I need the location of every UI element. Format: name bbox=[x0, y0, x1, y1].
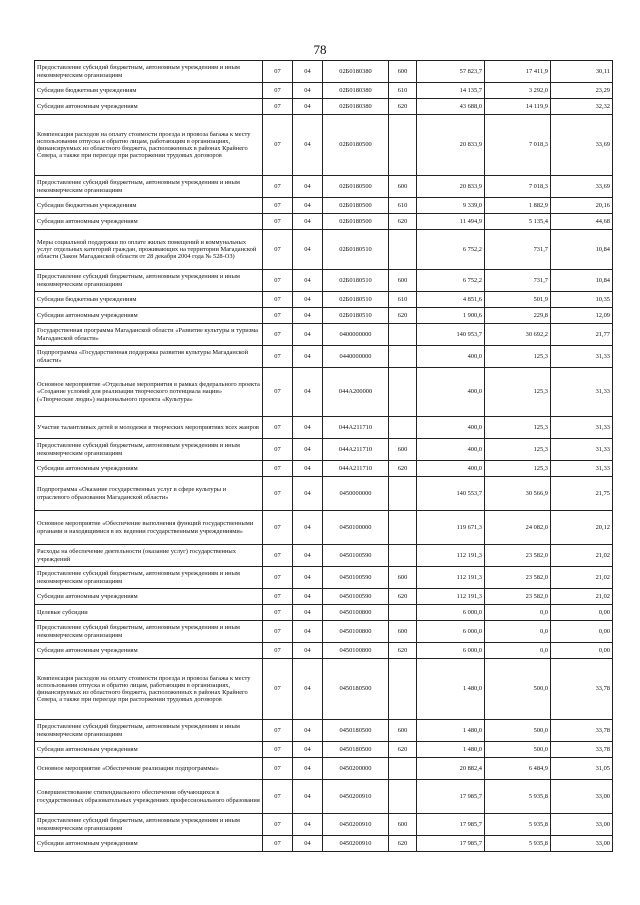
row-planned-amount: 20 833,9 bbox=[417, 176, 485, 198]
row-executed-amount: 24 082,0 bbox=[485, 511, 551, 545]
row-subsection: 04 bbox=[293, 439, 323, 461]
row-section: 07 bbox=[263, 368, 293, 417]
row-planned-amount: 400,0 bbox=[417, 346, 485, 368]
row-planned-amount: 400,0 bbox=[417, 461, 485, 477]
row-planned-amount: 6 000,0 bbox=[417, 605, 485, 621]
row-execution-percent: 21,02 bbox=[551, 567, 613, 589]
table-row bbox=[35, 346, 613, 368]
row-subsection: 04 bbox=[293, 176, 323, 198]
row-expense-type bbox=[389, 346, 417, 368]
row-execution-percent: 31,33 bbox=[551, 417, 613, 439]
table-row bbox=[35, 61, 613, 83]
row-target-article: 0450180500 bbox=[323, 742, 389, 758]
row-name: Субсидии автономным учреждениям bbox=[35, 308, 263, 324]
row-executed-amount: 5 135,4 bbox=[485, 214, 551, 230]
row-section: 07 bbox=[263, 545, 293, 567]
row-executed-amount: 125,3 bbox=[485, 417, 551, 439]
row-name: Предоставление субсидий бюджетным, автономным учреждениям и иным некоммерческим организациям bbox=[35, 439, 263, 461]
row-expense-type: 610 bbox=[389, 83, 417, 99]
row-subsection: 04 bbox=[293, 621, 323, 643]
row-section: 07 bbox=[263, 346, 293, 368]
row-executed-amount: 125,3 bbox=[485, 461, 551, 477]
table-row bbox=[35, 324, 613, 346]
row-execution-percent: 0,00 bbox=[551, 621, 613, 643]
row-execution-percent: 20,16 bbox=[551, 198, 613, 214]
row-target-article: 0450200910 bbox=[323, 814, 389, 836]
row-expense-type bbox=[389, 780, 417, 814]
row-execution-percent: 33,69 bbox=[551, 115, 613, 176]
table-row bbox=[35, 814, 613, 836]
row-name: Основное мероприятие «Обеспечение реализации подпрограммы» bbox=[35, 758, 263, 780]
row-expense-type: 600 bbox=[389, 176, 417, 198]
row-name: Целевые субсидии bbox=[35, 605, 263, 621]
row-section: 07 bbox=[263, 659, 293, 720]
row-executed-amount: 0,0 bbox=[485, 643, 551, 659]
row-subsection: 04 bbox=[293, 720, 323, 742]
row-executed-amount: 731,7 bbox=[485, 230, 551, 270]
row-subsection: 04 bbox=[293, 61, 323, 83]
row-subsection: 04 bbox=[293, 589, 323, 605]
row-name: Основное мероприятие «Отдельные мероприятия в рамках федерального проекта «Создание условий для реализации творческого потенциала нации» («Творческие люди») национального проекта «Культура» bbox=[35, 368, 263, 417]
row-target-article: 0400000000 bbox=[323, 324, 389, 346]
row-expense-type: 600 bbox=[389, 567, 417, 589]
row-executed-amount: 23 582,0 bbox=[485, 545, 551, 567]
row-planned-amount: 17 985,7 bbox=[417, 836, 485, 852]
row-subsection: 04 bbox=[293, 230, 323, 270]
row-expense-type: 620 bbox=[389, 742, 417, 758]
row-section: 07 bbox=[263, 511, 293, 545]
row-executed-amount: 5 935,8 bbox=[485, 836, 551, 852]
row-section: 07 bbox=[263, 605, 293, 621]
row-name: Субсидии автономным учреждениям bbox=[35, 643, 263, 659]
row-expense-type: 600 bbox=[389, 270, 417, 292]
row-name: Субсидии автономным учреждениям bbox=[35, 99, 263, 115]
row-executed-amount: 501,9 bbox=[485, 292, 551, 308]
table-row bbox=[35, 659, 613, 720]
row-subsection: 04 bbox=[293, 758, 323, 780]
row-expense-type bbox=[389, 115, 417, 176]
row-executed-amount: 500,0 bbox=[485, 720, 551, 742]
row-execution-percent: 31,05 bbox=[551, 758, 613, 780]
row-subsection: 04 bbox=[293, 324, 323, 346]
row-section: 07 bbox=[263, 758, 293, 780]
row-section: 07 bbox=[263, 417, 293, 439]
row-expense-type bbox=[389, 324, 417, 346]
row-section: 07 bbox=[263, 836, 293, 852]
row-target-article: 0450000000 bbox=[323, 477, 389, 511]
row-expense-type bbox=[389, 368, 417, 417]
row-subsection: 04 bbox=[293, 477, 323, 511]
row-name: Предоставление субсидий бюджетным, автономным учреждениям и иным некоммерческим организациям bbox=[35, 176, 263, 198]
row-planned-amount: 400,0 bbox=[417, 417, 485, 439]
row-name: Основное мероприятие «Обеспечение выполнения функций государственными органами и находящимися в их ведении государственными учреждениями» bbox=[35, 511, 263, 545]
row-expense-type bbox=[389, 659, 417, 720]
row-planned-amount: 57 823,7 bbox=[417, 61, 485, 83]
row-target-article: 02Б0180510 bbox=[323, 292, 389, 308]
row-subsection: 04 bbox=[293, 742, 323, 758]
row-target-article: 0450100800 bbox=[323, 643, 389, 659]
row-target-article: 0450180500 bbox=[323, 720, 389, 742]
table-row bbox=[35, 417, 613, 439]
row-subsection: 04 bbox=[293, 368, 323, 417]
row-name: Подпрограмма «Оказание государственных услуг в сфере культуры и отраслевого образования Магаданской области» bbox=[35, 477, 263, 511]
row-name: Субсидии автономным учреждениям bbox=[35, 461, 263, 477]
row-executed-amount: 7 018,3 bbox=[485, 176, 551, 198]
row-execution-percent: 33,00 bbox=[551, 780, 613, 814]
table-row bbox=[35, 836, 613, 852]
row-execution-percent: 30,11 bbox=[551, 61, 613, 83]
row-execution-percent: 10,35 bbox=[551, 292, 613, 308]
row-section: 07 bbox=[263, 61, 293, 83]
row-name: Субсидии бюджетным учреждениям bbox=[35, 292, 263, 308]
row-subsection: 04 bbox=[293, 780, 323, 814]
row-section: 07 bbox=[263, 214, 293, 230]
row-planned-amount: 1 480,0 bbox=[417, 720, 485, 742]
row-section: 07 bbox=[263, 477, 293, 511]
row-executed-amount: 125,3 bbox=[485, 368, 551, 417]
row-execution-percent: 23,29 bbox=[551, 83, 613, 99]
row-expense-type bbox=[389, 417, 417, 439]
row-target-article: 0450200910 bbox=[323, 780, 389, 814]
row-executed-amount: 14 119,9 bbox=[485, 99, 551, 115]
table-row bbox=[35, 477, 613, 511]
row-execution-percent: 31,33 bbox=[551, 461, 613, 477]
row-subsection: 04 bbox=[293, 605, 323, 621]
row-target-article: 0450200910 bbox=[323, 836, 389, 852]
table-row bbox=[35, 461, 613, 477]
table-row bbox=[35, 214, 613, 230]
row-name: Предоставление субсидий бюджетным, автономным учреждениям и иным некоммерческим организациям bbox=[35, 567, 263, 589]
row-section: 07 bbox=[263, 83, 293, 99]
row-section: 07 bbox=[263, 115, 293, 176]
row-target-article: 02Б0180380 bbox=[323, 83, 389, 99]
table-row bbox=[35, 605, 613, 621]
row-execution-percent: 10,84 bbox=[551, 270, 613, 292]
row-name: Предоставление субсидий бюджетным, автономным учреждениям и иным некоммерческим организациям bbox=[35, 61, 263, 83]
row-section: 07 bbox=[263, 198, 293, 214]
row-planned-amount: 1 480,0 bbox=[417, 742, 485, 758]
row-planned-amount: 11 494,9 bbox=[417, 214, 485, 230]
table-row bbox=[35, 780, 613, 814]
row-target-article: 02Б0180500 bbox=[323, 198, 389, 214]
row-planned-amount: 20 882,4 bbox=[417, 758, 485, 780]
row-execution-percent: 31,33 bbox=[551, 346, 613, 368]
row-name: Субсидии бюджетным учреждениям bbox=[35, 83, 263, 99]
row-section: 07 bbox=[263, 270, 293, 292]
row-planned-amount: 6 752,2 bbox=[417, 270, 485, 292]
row-execution-percent: 10,84 bbox=[551, 230, 613, 270]
row-executed-amount: 30 692,2 bbox=[485, 324, 551, 346]
table-row bbox=[35, 758, 613, 780]
row-expense-type bbox=[389, 511, 417, 545]
row-target-article: 044A211710 bbox=[323, 461, 389, 477]
table-row bbox=[35, 115, 613, 176]
row-expense-type bbox=[389, 545, 417, 567]
row-planned-amount: 400,0 bbox=[417, 439, 485, 461]
row-planned-amount: 6 752,2 bbox=[417, 230, 485, 270]
row-planned-amount: 17 985,7 bbox=[417, 780, 485, 814]
row-executed-amount: 500,0 bbox=[485, 742, 551, 758]
table-row bbox=[35, 742, 613, 758]
row-target-article: 0450100590 bbox=[323, 567, 389, 589]
row-execution-percent: 20,12 bbox=[551, 511, 613, 545]
row-executed-amount: 731,7 bbox=[485, 270, 551, 292]
row-target-article: 02Б0180500 bbox=[323, 115, 389, 176]
row-executed-amount: 7 018,3 bbox=[485, 115, 551, 176]
row-expense-type: 600 bbox=[389, 621, 417, 643]
row-subsection: 04 bbox=[293, 417, 323, 439]
table-row bbox=[35, 176, 613, 198]
row-expense-type: 620 bbox=[389, 214, 417, 230]
row-target-article: 02Б0180380 bbox=[323, 99, 389, 115]
row-subsection: 04 bbox=[293, 461, 323, 477]
row-expense-type bbox=[389, 477, 417, 511]
budget-table-body bbox=[35, 61, 613, 852]
row-executed-amount: 0,0 bbox=[485, 621, 551, 643]
row-name: Компенсация расходов на оплату стоимости проезда и провоза багажа к месту использования отпуска и обратно лицам, работающим в организациях, финансируемых из областного бюджета, расположенных в районах Крайнего Севера, а также при переезде при расторжении трудовых договоров bbox=[35, 115, 263, 176]
row-subsection: 04 bbox=[293, 659, 323, 720]
row-name: Субсидии автономным учреждениям bbox=[35, 742, 263, 758]
row-section: 07 bbox=[263, 324, 293, 346]
row-target-article: 044A200000 bbox=[323, 368, 389, 417]
row-subsection: 04 bbox=[293, 545, 323, 567]
row-subsection: 04 bbox=[293, 567, 323, 589]
row-expense-type: 620 bbox=[389, 461, 417, 477]
page-number: 78 bbox=[313, 42, 327, 57]
row-subsection: 04 bbox=[293, 115, 323, 176]
row-target-article: 0440000000 bbox=[323, 346, 389, 368]
row-name: Меры социальной поддержки по оплате жилых помещений и коммунальных услуг отдельных категорий граждан, проживающих на территории Магаданской области (Закон Магаданской области от 28 декабря 2004 года № 528-ОЗ) bbox=[35, 230, 263, 270]
row-target-article: 0450100590 bbox=[323, 589, 389, 605]
row-subsection: 04 bbox=[293, 836, 323, 852]
row-execution-percent: 21,77 bbox=[551, 324, 613, 346]
table-row bbox=[35, 99, 613, 115]
row-planned-amount: 6 000,0 bbox=[417, 621, 485, 643]
row-planned-amount: 4 851,6 bbox=[417, 292, 485, 308]
row-expense-type: 610 bbox=[389, 292, 417, 308]
row-subsection: 04 bbox=[293, 198, 323, 214]
row-section: 07 bbox=[263, 230, 293, 270]
row-target-article: 0450100590 bbox=[323, 545, 389, 567]
table-row bbox=[35, 308, 613, 324]
row-execution-percent: 0,00 bbox=[551, 605, 613, 621]
row-execution-percent: 33,69 bbox=[551, 176, 613, 198]
row-planned-amount: 17 985,7 bbox=[417, 814, 485, 836]
row-target-article: 02Б0180510 bbox=[323, 230, 389, 270]
row-section: 07 bbox=[263, 621, 293, 643]
row-name: Субсидии бюджетным учреждениям bbox=[35, 198, 263, 214]
table-row bbox=[35, 270, 613, 292]
table-row bbox=[35, 230, 613, 270]
row-subsection: 04 bbox=[293, 99, 323, 115]
row-name: Субсидии автономным учреждениям bbox=[35, 836, 263, 852]
row-subsection: 04 bbox=[293, 308, 323, 324]
row-section: 07 bbox=[263, 308, 293, 324]
table-row bbox=[35, 292, 613, 308]
table-row bbox=[35, 720, 613, 742]
row-target-article: 0450100800 bbox=[323, 605, 389, 621]
row-name: Компенсация расходов на оплату стоимости проезда и провоза багажа к месту использования отпуска и обратно лицам, работающим в организациях, финансируемых из областного бюджета, расположенных в районах Крайнего Севера, а также при переезде при расторжении трудовых договоров bbox=[35, 659, 263, 720]
row-planned-amount: 20 833,9 bbox=[417, 115, 485, 176]
row-planned-amount: 1 480,0 bbox=[417, 659, 485, 720]
row-execution-percent: 32,32 bbox=[551, 99, 613, 115]
row-execution-percent: 31,33 bbox=[551, 439, 613, 461]
table-row bbox=[35, 83, 613, 99]
row-executed-amount: 5 935,8 bbox=[485, 780, 551, 814]
row-execution-percent: 21,02 bbox=[551, 589, 613, 605]
row-subsection: 04 bbox=[293, 83, 323, 99]
row-execution-percent: 33,78 bbox=[551, 720, 613, 742]
row-execution-percent: 33,78 bbox=[551, 742, 613, 758]
row-name: Подпрограмма «Государственная поддержка развития культуры Магаданской области» bbox=[35, 346, 263, 368]
row-target-article: 0450180500 bbox=[323, 659, 389, 720]
table-row bbox=[35, 198, 613, 214]
row-section: 07 bbox=[263, 567, 293, 589]
row-execution-percent: 33,00 bbox=[551, 836, 613, 852]
row-section: 07 bbox=[263, 461, 293, 477]
table-row bbox=[35, 567, 613, 589]
row-expense-type: 610 bbox=[389, 198, 417, 214]
row-name: Предоставление субсидий бюджетным, автономным учреждениям и иным некоммерческим организациям bbox=[35, 621, 263, 643]
row-planned-amount: 43 688,0 bbox=[417, 99, 485, 115]
row-section: 07 bbox=[263, 176, 293, 198]
row-name: Государственная программа Магаданской области «Развитие культуры и туризма Магаданской области» bbox=[35, 324, 263, 346]
row-target-article: 02Б0180500 bbox=[323, 214, 389, 230]
row-executed-amount: 23 582,0 bbox=[485, 589, 551, 605]
row-planned-amount: 119 671,3 bbox=[417, 511, 485, 545]
row-planned-amount: 14 135,7 bbox=[417, 83, 485, 99]
row-execution-percent: 12,09 bbox=[551, 308, 613, 324]
row-section: 07 bbox=[263, 99, 293, 115]
row-execution-percent: 21,75 bbox=[551, 477, 613, 511]
table-row bbox=[35, 589, 613, 605]
row-section: 07 bbox=[263, 720, 293, 742]
row-planned-amount: 140 953,7 bbox=[417, 324, 485, 346]
row-subsection: 04 bbox=[293, 292, 323, 308]
row-planned-amount: 6 000,0 bbox=[417, 643, 485, 659]
row-expense-type bbox=[389, 758, 417, 780]
row-planned-amount: 140 553,7 bbox=[417, 477, 485, 511]
row-name: Участие талантливых детей и молодежи в творческих мероприятиях всех жанров bbox=[35, 417, 263, 439]
table-row bbox=[35, 368, 613, 417]
row-name: Совершенствование стипендиального обеспечения обучающихся в государственных образовательных учреждениях профессионального образования bbox=[35, 780, 263, 814]
row-expense-type: 620 bbox=[389, 308, 417, 324]
row-section: 07 bbox=[263, 643, 293, 659]
row-target-article: 0450200000 bbox=[323, 758, 389, 780]
row-subsection: 04 bbox=[293, 346, 323, 368]
row-subsection: 04 bbox=[293, 814, 323, 836]
row-executed-amount: 1 882,9 bbox=[485, 198, 551, 214]
row-target-article: 044A211710 bbox=[323, 439, 389, 461]
row-expense-type: 620 bbox=[389, 99, 417, 115]
row-planned-amount: 1 900,6 bbox=[417, 308, 485, 324]
row-executed-amount: 23 582,0 bbox=[485, 567, 551, 589]
table-row bbox=[35, 643, 613, 659]
row-executed-amount: 125,3 bbox=[485, 346, 551, 368]
row-expense-type: 620 bbox=[389, 589, 417, 605]
row-executed-amount: 500,0 bbox=[485, 659, 551, 720]
row-expense-type bbox=[389, 605, 417, 621]
row-executed-amount: 3 292,0 bbox=[485, 83, 551, 99]
row-name: Расходы на обеспечение деятельности (оказание услуг) государственных учреждений bbox=[35, 545, 263, 567]
row-section: 07 bbox=[263, 780, 293, 814]
row-target-article: 044A211710 bbox=[323, 417, 389, 439]
budget-table bbox=[34, 60, 613, 852]
row-subsection: 04 bbox=[293, 270, 323, 292]
row-expense-type: 620 bbox=[389, 836, 417, 852]
row-name: Субсидии автономным учреждениям bbox=[35, 589, 263, 605]
row-planned-amount: 112 191,3 bbox=[417, 545, 485, 567]
row-planned-amount: 9 339,0 bbox=[417, 198, 485, 214]
row-execution-percent: 31,33 bbox=[551, 368, 613, 417]
row-execution-percent: 0,00 bbox=[551, 643, 613, 659]
row-name: Предоставление субсидий бюджетным, автономным учреждениям и иным некоммерческим организациям bbox=[35, 270, 263, 292]
table-row bbox=[35, 439, 613, 461]
row-executed-amount: 125,3 bbox=[485, 439, 551, 461]
row-executed-amount: 6 484,9 bbox=[485, 758, 551, 780]
row-subsection: 04 bbox=[293, 643, 323, 659]
row-executed-amount: 17 411,9 bbox=[485, 61, 551, 83]
row-executed-amount: 229,8 bbox=[485, 308, 551, 324]
row-planned-amount: 400,0 bbox=[417, 368, 485, 417]
row-execution-percent: 21,02 bbox=[551, 545, 613, 567]
table-row bbox=[35, 511, 613, 545]
row-planned-amount: 112 191,3 bbox=[417, 589, 485, 605]
row-target-article: 02Б0180380 bbox=[323, 61, 389, 83]
row-executed-amount: 0,0 bbox=[485, 605, 551, 621]
row-expense-type: 620 bbox=[389, 643, 417, 659]
row-section: 07 bbox=[263, 292, 293, 308]
row-expense-type bbox=[389, 230, 417, 270]
row-expense-type: 600 bbox=[389, 720, 417, 742]
row-name: Предоставление субсидий бюджетным, автономным учреждениям и иным некоммерческим организациям bbox=[35, 814, 263, 836]
row-subsection: 04 bbox=[293, 214, 323, 230]
row-execution-percent: 33,00 bbox=[551, 814, 613, 836]
row-execution-percent: 33,78 bbox=[551, 659, 613, 720]
row-execution-percent: 44,68 bbox=[551, 214, 613, 230]
row-name: Предоставление субсидий бюджетным, автономным учреждениям и иным некоммерческим организациям bbox=[35, 720, 263, 742]
row-name: Субсидии автономным учреждениям bbox=[35, 214, 263, 230]
row-executed-amount: 5 935,8 bbox=[485, 814, 551, 836]
row-section: 07 bbox=[263, 742, 293, 758]
row-subsection: 04 bbox=[293, 511, 323, 545]
row-target-article: 02Б0180510 bbox=[323, 308, 389, 324]
row-section: 07 bbox=[263, 814, 293, 836]
row-expense-type: 600 bbox=[389, 61, 417, 83]
row-target-article: 0450100000 bbox=[323, 511, 389, 545]
row-expense-type: 600 bbox=[389, 814, 417, 836]
row-target-article: 02Б0180500 bbox=[323, 176, 389, 198]
row-section: 07 bbox=[263, 589, 293, 605]
row-expense-type: 600 bbox=[389, 439, 417, 461]
table-row bbox=[35, 621, 613, 643]
row-planned-amount: 112 191,3 bbox=[417, 567, 485, 589]
row-executed-amount: 30 566,9 bbox=[485, 477, 551, 511]
row-section: 07 bbox=[263, 439, 293, 461]
row-target-article: 0450100800 bbox=[323, 621, 389, 643]
table-row bbox=[35, 545, 613, 567]
row-target-article: 02Б0180510 bbox=[323, 270, 389, 292]
